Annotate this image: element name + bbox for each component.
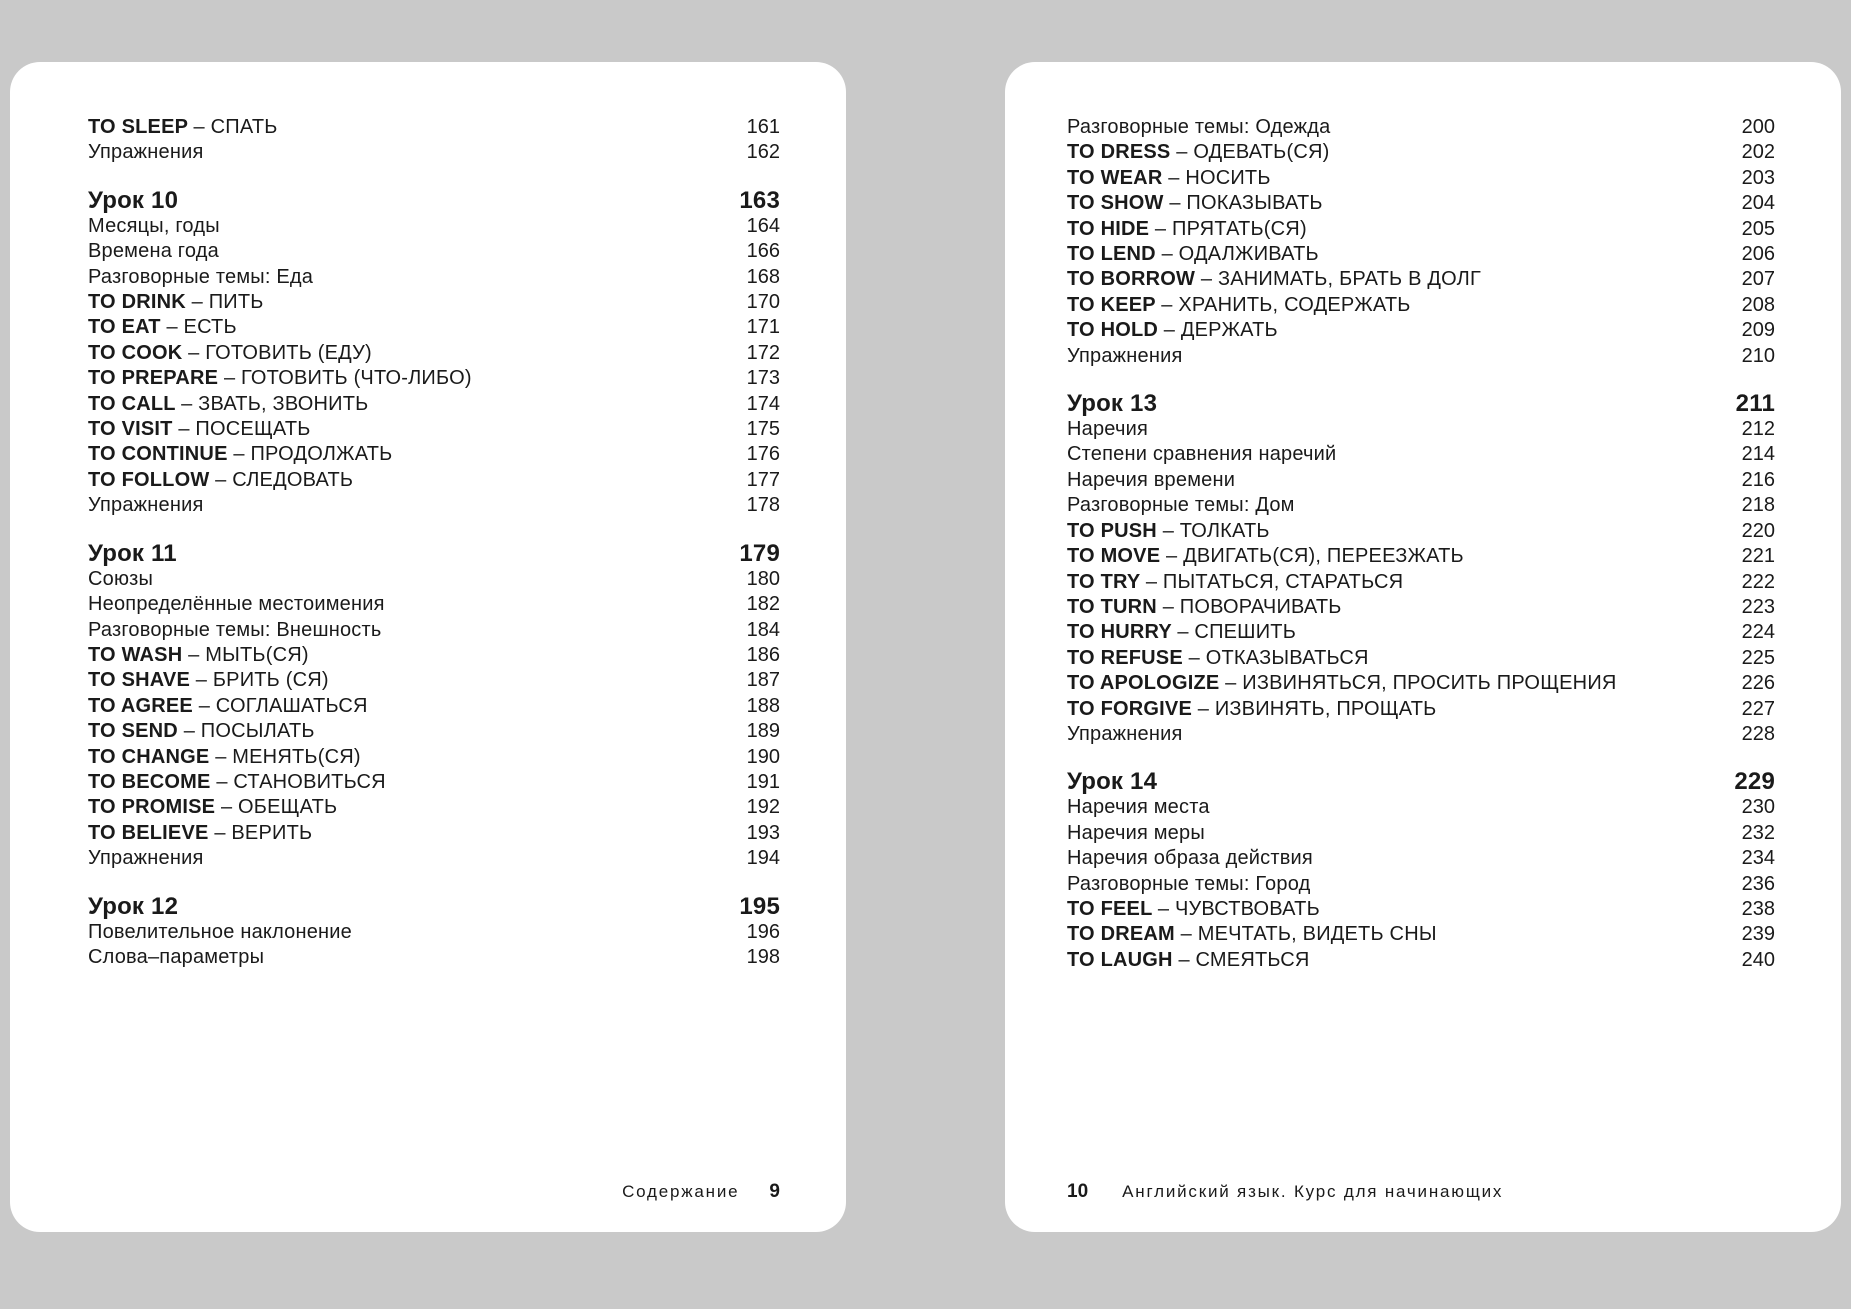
toc-entry-label: TO DRINK – ПИТЬ <box>88 291 264 314</box>
toc-entry <box>1067 191 1775 216</box>
toc-entry-label: Слова–параметры <box>88 945 265 968</box>
toc-entry-page-number: 209 <box>1741 319 1775 342</box>
toc-entry <box>1067 468 1775 493</box>
toc-entry-label: Повелительное наклонение <box>88 920 352 943</box>
toc-entry-label: TO MOVE – ДВИГАТЬ(СЯ), ПЕРЕЕЗЖАТЬ <box>1067 545 1464 568</box>
toc-entry-page-number: 171 <box>746 316 780 339</box>
toc-entry <box>1067 897 1775 922</box>
toc-lesson-heading <box>1067 390 1775 417</box>
toc-entry <box>1067 821 1775 846</box>
toc-entry-page-number: 212 <box>1741 418 1775 441</box>
toc-entry-page-number: 187 <box>746 669 780 692</box>
toc-entry-label: TO CALL – ЗВАТЬ, ЗВОНИТЬ <box>88 392 369 415</box>
toc-entry <box>1067 544 1775 569</box>
toc-entry <box>1067 948 1775 973</box>
toc-entry-page-number: 208 <box>1741 293 1775 316</box>
toc-entry-label: TO KEEP – ХРАНИТЬ, СОДЕРЖАТЬ <box>1067 293 1411 316</box>
toc-entry-page-number: 184 <box>746 618 780 641</box>
toc-entry-label: Наречия образа действия <box>1067 847 1313 870</box>
toc-entry <box>1067 140 1775 165</box>
toc-entry-label: TO WEAR – НОСИТЬ <box>1067 166 1271 189</box>
footer-page-number: 10 <box>1067 1181 1089 1202</box>
toc-entry-label: TO HIDE – ПРЯТАТЬ(СЯ) <box>1067 217 1307 240</box>
toc-entry-page-number: 226 <box>1741 672 1775 695</box>
toc-entry-page-number: 222 <box>1741 570 1775 593</box>
toc-entry-label: TO REFUSE – ОТКАЗЫВАТЬСЯ <box>1067 646 1369 669</box>
toc-entry <box>1067 344 1775 369</box>
toc-entry-page-number: 162 <box>746 141 780 164</box>
toc-entry-label: TO PROMISE – ОБЕЩАТЬ <box>88 796 338 819</box>
toc-entry <box>88 140 780 165</box>
toc-entry <box>88 643 780 668</box>
toc-entry-page-number: 191 <box>746 770 780 793</box>
toc-entry-page-number: 200 <box>1741 116 1775 138</box>
toc-entry-label: Урок 12 <box>88 892 179 920</box>
toc-entry-label: TO TRY – ПЫТАТЬСЯ, СТАРАТЬСЯ <box>1067 570 1404 593</box>
toc-entry-label: Урок 11 <box>88 539 177 567</box>
toc-entry-page-number: 174 <box>746 392 780 415</box>
toc-entry-page-number: 202 <box>1741 141 1775 164</box>
toc-entry-label: TO DRESS – ОДЕВАТЬ(СЯ) <box>1067 141 1330 164</box>
toc-entry-page-number: 205 <box>1741 217 1775 240</box>
toc-entry <box>88 567 780 592</box>
toc-entry <box>88 214 780 239</box>
toc-entry <box>88 315 780 340</box>
page-footer-right <box>1067 1181 1503 1203</box>
toc-entry-page-number: 221 <box>1741 545 1775 568</box>
toc-entry-page-number: 192 <box>746 796 780 819</box>
toc-entry-label: TO BORROW – ЗАНИМАТЬ, БРАТЬ В ДОЛГ <box>1067 268 1482 291</box>
toc-entry-label: TO EAT – ЕСТЬ <box>88 316 237 339</box>
toc-entry-page-number: 175 <box>746 418 780 441</box>
toc-entry-page-number: 240 <box>1741 948 1775 971</box>
toc-entry <box>1067 318 1775 343</box>
toc-entry <box>1067 519 1775 544</box>
toc-entry-label: TO PREPARE – ГОТОВИТЬ (ЧТО-ЛИБО) <box>88 367 472 390</box>
toc-entry-label: Упражнения <box>1067 344 1183 367</box>
toc-entry-page-number: 214 <box>1741 443 1775 466</box>
toc-entry-label: Разговорные темы: Город <box>1067 872 1311 895</box>
toc-entry-label: Наречия <box>1067 418 1148 441</box>
toc-entry-label: Упражнения <box>88 494 204 517</box>
toc-entry-page-number: 189 <box>746 720 780 743</box>
book-page-left <box>10 62 846 1232</box>
toc-entry-label: TO BECOME – СТАНОВИТЬСЯ <box>88 770 386 793</box>
toc-entry <box>1067 922 1775 947</box>
toc-entry-label: TO APOLOGIZE – ИЗВИНЯТЬСЯ, ПРОСИТЬ ПРОЩЕНИЯ <box>1067 672 1617 695</box>
toc-entry-page-number: 236 <box>1741 872 1775 895</box>
toc-entry-label: TO SHAVE – БРИТЬ (СЯ) <box>88 669 329 692</box>
toc-entry <box>88 795 780 820</box>
toc-entry <box>88 392 780 417</box>
toc-entry-page-number: 196 <box>746 920 780 943</box>
toc-entry <box>88 618 780 643</box>
toc-entry <box>88 694 780 719</box>
toc-entry-label: TO COOK – ГОТОВИТЬ (ЕДУ) <box>88 341 372 364</box>
toc-entry <box>88 745 780 770</box>
toc-entry-label: Степени сравнения наречий <box>1067 443 1337 466</box>
toc-entry <box>1067 217 1775 242</box>
toc-entry-page-number: 227 <box>1741 697 1775 720</box>
toc-entry <box>1067 242 1775 267</box>
toc-entry-label: TO LEND – ОДАЛЖИВАТЬ <box>1067 243 1319 266</box>
toc-entry <box>1067 442 1775 467</box>
toc-entry-page-number: 220 <box>1741 519 1775 542</box>
toc-entry-page-number: 179 <box>739 539 780 567</box>
toc-entry-label: Союзы <box>88 567 154 590</box>
toc-entry-page-number: 218 <box>1741 494 1775 517</box>
toc-entry-page-number: 224 <box>1741 621 1775 644</box>
toc-entry-label: TO CHANGE – МЕНЯТЬ(СЯ) <box>88 745 361 768</box>
toc-entry-label: Урок 14 <box>1067 768 1158 796</box>
toc-entry-label: Упражнения <box>1067 722 1183 745</box>
toc-entry <box>1067 646 1775 671</box>
toc-entry <box>1067 115 1775 140</box>
toc-entry-label: TO SHOW – ПОКАЗЫВАТЬ <box>1067 192 1323 215</box>
toc-entry <box>88 668 780 693</box>
toc-entry <box>1067 267 1775 292</box>
toc-entry-label: TO FEEL – ЧУВСТВОВАТЬ <box>1067 897 1320 920</box>
toc-entry-page-number: 210 <box>1741 344 1775 367</box>
toc-entry-label: Урок 10 <box>88 186 179 214</box>
toc-entry <box>88 265 780 290</box>
toc-entry-label: Урок 13 <box>1067 390 1158 418</box>
toc-entry-page-number: 198 <box>746 945 780 968</box>
toc-entry-label: TO LAUGH – СМЕЯТЬСЯ <box>1067 948 1310 971</box>
toc-entry-label: TO PUSH – ТОЛКАТЬ <box>1067 519 1270 542</box>
toc-entry-label: TO TURN – ПОВОРАЧИВАТЬ <box>1067 595 1342 618</box>
toc-entry-page-number: 186 <box>746 643 780 666</box>
toc-entry <box>1067 620 1775 645</box>
toc-entry-page-number: 188 <box>746 694 780 717</box>
toc-entry-page-number: 176 <box>746 443 780 466</box>
toc-entry-page-number: 229 <box>1734 768 1775 796</box>
toc-entry-page-number: 180 <box>746 567 780 590</box>
toc-entry <box>88 239 780 264</box>
toc-entry-label: TO SLEEP – СПАТЬ <box>88 116 278 138</box>
toc-entry <box>1067 166 1775 191</box>
toc-entry-page-number: 173 <box>746 367 780 390</box>
toc-entry-label: TO WASH – МЫТЬ(СЯ) <box>88 643 309 666</box>
toc-lesson-heading <box>1067 768 1775 795</box>
toc-entry <box>1067 795 1775 820</box>
toc-entry-page-number: 194 <box>746 847 780 870</box>
toc-entry <box>1067 417 1775 442</box>
toc-entry-page-number: 161 <box>746 116 780 138</box>
toc-entry-page-number: 230 <box>1741 796 1775 819</box>
toc-entry-label: Месяцы, годы <box>88 214 220 237</box>
toc-entry-page-number: 204 <box>1741 192 1775 215</box>
toc-entry-page-number: 177 <box>746 468 780 491</box>
toc-list-right <box>1067 115 1775 973</box>
toc-entry-page-number: 238 <box>1741 897 1775 920</box>
toc-entry-label: TO AGREE – СОГЛАШАТЬСЯ <box>88 694 368 717</box>
toc-entry-page-number: 163 <box>739 186 780 214</box>
toc-entry <box>1067 493 1775 518</box>
footer-book-title: Английский язык. Курс для начинающих <box>1122 1182 1504 1201</box>
toc-entry-label: Упражнения <box>88 141 204 164</box>
toc-entry <box>88 846 780 871</box>
toc-entry-page-number: 182 <box>746 593 780 616</box>
toc-entry-label: Наречия меры <box>1067 821 1205 844</box>
toc-entry <box>88 366 780 391</box>
toc-entry <box>88 115 780 140</box>
toc-entry <box>88 417 780 442</box>
toc-lesson-heading <box>88 540 780 567</box>
toc-lesson-heading <box>88 893 780 920</box>
toc-entry <box>88 341 780 366</box>
toc-entry <box>88 821 780 846</box>
toc-entry-label: TO SEND – ПОСЫЛАТЬ <box>88 720 315 743</box>
toc-entry-page-number: 166 <box>746 240 780 263</box>
toc-entry-page-number: 203 <box>1741 166 1775 189</box>
toc-entry-label: Неопределённые местоимения <box>88 593 385 616</box>
toc-entry-label: TO BELIEVE – ВЕРИТЬ <box>88 821 313 844</box>
toc-entry <box>88 945 780 970</box>
toc-entry-label: Разговорные темы: Дом <box>1067 494 1295 517</box>
toc-entry-page-number: 239 <box>1741 923 1775 946</box>
toc-entry-page-number: 211 <box>1735 390 1775 418</box>
toc-entry-label: TO FORGIVE – ИЗВИНЯТЬ, ПРОЩАТЬ <box>1067 697 1437 720</box>
toc-entry <box>88 442 780 467</box>
toc-entry-page-number: 164 <box>746 214 780 237</box>
toc-entry-label: TO HOLD – ДЕРЖАТЬ <box>1067 319 1278 342</box>
toc-entry-page-number: 234 <box>1741 847 1775 870</box>
toc-list-left <box>88 115 780 970</box>
toc-entry-label: TO FOLLOW – СЛЕДОВАТЬ <box>88 468 354 491</box>
toc-lesson-heading <box>88 187 780 214</box>
toc-entry-page-number: 195 <box>739 892 780 920</box>
toc-entry-label: Разговорные темы: Одежда <box>1067 116 1331 138</box>
book-page-right <box>1005 62 1841 1232</box>
toc-entry <box>1067 293 1775 318</box>
toc-entry <box>1067 595 1775 620</box>
toc-entry-page-number: 168 <box>746 265 780 288</box>
toc-entry-page-number: 207 <box>1741 268 1775 291</box>
toc-entry <box>88 719 780 744</box>
toc-entry-label: Наречия места <box>1067 796 1210 819</box>
toc-entry-label: TO DREAM – МЕЧТАТЬ, ВИДЕТЬ СНЫ <box>1067 923 1437 946</box>
toc-entry-page-number: 178 <box>746 494 780 517</box>
toc-entry-page-number: 225 <box>1741 646 1775 669</box>
toc-entry <box>88 468 780 493</box>
toc-entry <box>1067 570 1775 595</box>
toc-entry <box>1067 722 1775 747</box>
toc-entry <box>88 592 780 617</box>
toc-entry-label: Упражнения <box>88 847 204 870</box>
toc-entry <box>1067 671 1775 696</box>
toc-entry-label: TO VISIT – ПОСЕЩАТЬ <box>88 418 311 441</box>
footer-page-number: 9 <box>769 1181 780 1202</box>
toc-entry <box>1067 872 1775 897</box>
toc-entry-page-number: 172 <box>746 341 780 364</box>
toc-entry-page-number: 232 <box>1741 821 1775 844</box>
toc-entry <box>88 290 780 315</box>
toc-entry <box>88 770 780 795</box>
toc-entry <box>88 493 780 518</box>
toc-entry-page-number: 193 <box>746 821 780 844</box>
toc-entry-label: TO HURRY – СПЕШИТЬ <box>1067 621 1297 644</box>
toc-entry-page-number: 190 <box>746 745 780 768</box>
toc-entry-page-number: 216 <box>1741 468 1775 491</box>
toc-entry-page-number: 228 <box>1741 722 1775 745</box>
toc-entry-page-number: 206 <box>1741 243 1775 266</box>
toc-entry <box>1067 846 1775 871</box>
toc-entry-label: Времена года <box>88 240 219 263</box>
toc-entry-page-number: 170 <box>746 291 780 314</box>
toc-entry <box>1067 697 1775 722</box>
toc-entry-label: Разговорные темы: Внешность <box>88 618 382 641</box>
toc-entry-label: Наречия времени <box>1067 468 1236 491</box>
toc-entry-label: TO CONTINUE – ПРОДОЛЖАТЬ <box>88 443 393 466</box>
toc-entry-page-number: 223 <box>1741 595 1775 618</box>
footer-section-title: Содержание <box>622 1182 740 1201</box>
toc-entry <box>88 920 780 945</box>
toc-entry-label: Разговорные темы: Еда <box>88 265 314 288</box>
page-footer-left <box>622 1181 780 1203</box>
